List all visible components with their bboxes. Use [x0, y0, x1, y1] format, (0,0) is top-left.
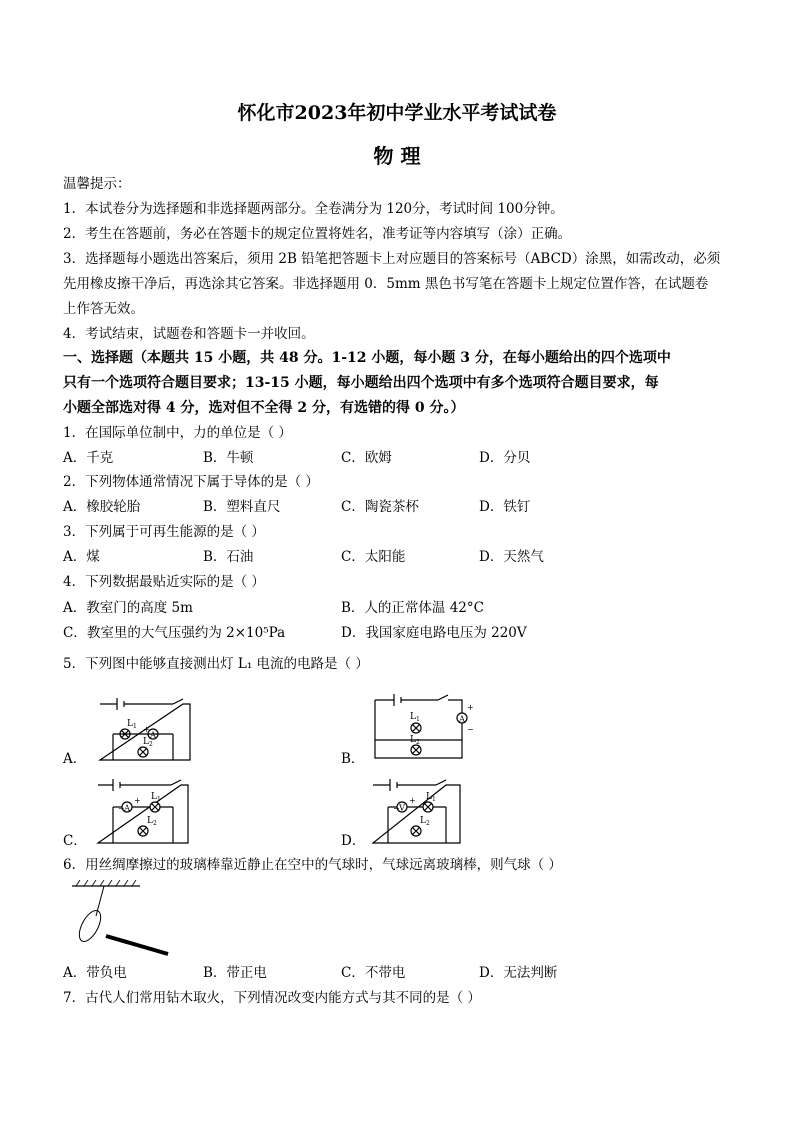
- question-2-option-c: C．陶瓷茶杯: [341, 499, 419, 515]
- voltmeter-symbol: V: [399, 803, 405, 813]
- ammeter-minus: −: [118, 804, 125, 813]
- question-5-option-b: B．: [341, 751, 365, 767]
- lamp-l2-subscript: 2: [425, 820, 430, 827]
- question-5-option-d: D．: [341, 833, 366, 849]
- ammeter-symbol: A: [150, 730, 156, 740]
- lamp-l1-subscript: 1: [132, 723, 137, 730]
- balloon-rod-diagram: [70, 878, 180, 962]
- ammeter-plus: +: [467, 703, 474, 712]
- notice-item-3-end: 上作答无效。: [63, 301, 144, 317]
- question-3-option-a: A．煤: [63, 549, 100, 565]
- lamp-l2-label: $L_2$: [147, 816, 157, 827]
- question-1-option-d: D．分贝: [479, 450, 531, 466]
- question-1-option-a: A．千克: [63, 450, 114, 466]
- notice-heading: 温馨提示：: [63, 176, 131, 192]
- question-4-stem: 4．下列数据最贴近实际的是（ ）: [63, 574, 265, 590]
- ammeter-minus: −: [467, 725, 474, 734]
- lamp-l2-subscript: 2: [148, 741, 153, 748]
- question-3-option-d: D．天然气: [479, 549, 544, 565]
- ammeter-plus: +: [143, 725, 150, 734]
- notice-item-2: 2．考生在答题前，务必在答题卡的规定位置将姓名，准考证等内容填写（涂）正确。: [63, 226, 572, 242]
- question-3-stem: 3．下列属于可再生能源的是（ ）: [63, 524, 265, 540]
- question-1-stem: 1．在国际单位制中，力的单位是（ ）: [63, 425, 292, 441]
- section-scoring: 小题全部选对得 4 分，选对但不全得 2 分，有选错的得 0 分。）: [63, 400, 465, 416]
- notice-item-3: 3．选择题每小题选出答案后，须用 2B 铅笔把答题卡上对应题目的答案标号（ABCD）涂黑，如需改动，必须: [63, 251, 721, 267]
- question-5-option-a: A．: [63, 751, 87, 767]
- lamp-l1-label: $L_1$: [127, 719, 137, 730]
- lamp-l2-label: $L_2$: [420, 816, 430, 827]
- question-6-stem: 6．用丝绸摩擦过的玻璃棒靠近静止在空中的气球时，气球远离玻璃棒，则气球（ ）: [63, 857, 562, 873]
- question-2-option-d: D．铁钉: [479, 499, 531, 515]
- notice-item-3-cont: 先用橡皮擦干净后，再选涂其它答案。非选择题用 0．5mm 黑色书写笔在答题卡上规定位置作答，在试题卷: [63, 276, 709, 292]
- circuit-diagram-a: [95, 692, 195, 768]
- question-1-option-b: B．牛顿: [203, 450, 254, 466]
- question-1-option-c: C．欧姆: [341, 450, 392, 466]
- lamp-l1-subscript: 1: [415, 716, 420, 723]
- lamp-l2-label: $L_2$: [410, 735, 420, 746]
- lamp-l1-subscript: 1: [431, 796, 436, 803]
- question-4-option-a: A．教室门的高度 5m: [63, 600, 193, 616]
- subject-title: 物 理: [373, 144, 421, 168]
- question-3-option-b: B．石油: [203, 549, 254, 565]
- lamp-l2-subscript: 2: [152, 820, 157, 827]
- question-4-option-d: D．我国家庭电路电压为 220V: [341, 625, 527, 641]
- lamp-l1-label: $L_1$: [410, 712, 420, 723]
- question-4-option-c: C．教室里的大气压强约为 2×10⁵Pa: [63, 625, 286, 641]
- ammeter-symbol: A: [459, 714, 465, 724]
- question-6-option-c: C．不带电: [341, 965, 406, 981]
- question-2-option-a: A．橡胶轮胎: [63, 499, 141, 515]
- question-5-option-c: C．: [63, 833, 87, 849]
- question-5-stem: 5．下列图中能够直接测出灯 L₁ 电流的电路是（ ）: [63, 656, 369, 672]
- question-2-stem: 2．下列物体通常情况下属于导体的是（ ）: [63, 474, 319, 490]
- circuit-diagram-b: [370, 690, 475, 770]
- exam-title: 怀化市2023年初中学业水平考试试卷: [237, 102, 557, 124]
- lamp-l1-subscript: 1: [156, 796, 161, 803]
- question-6-option-a: A．带负电: [63, 965, 127, 981]
- question-3-option-c: C．太阳能: [341, 549, 406, 565]
- ammeter-plus: +: [134, 796, 141, 805]
- lamp-l2-subscript: 2: [415, 739, 420, 746]
- question-7-stem: 7．古代人们常用钻木取火，下列情况改变内能方式与其不同的是（ ）: [63, 990, 481, 1006]
- voltmeter-plus: +: [409, 796, 416, 805]
- voltmeter-minus: −: [393, 804, 400, 813]
- notice-item-4: 4．考试结束，试题卷和答题卡一并收回。: [63, 326, 315, 342]
- circuit-diagram-d: [368, 775, 468, 855]
- lamp-l1-label: $L_1$: [426, 792, 436, 803]
- section-instructions: 只有一个选项符合题目要求；13-15 小题，每小题给出四个选项中有多个选项符合题目要求，每: [63, 375, 659, 391]
- section-heading: 一、选择题（本题共 15 小题，共 48 分。1-12 小题，每小题 3 分，在每小题给出的四个选项中: [63, 350, 671, 366]
- question-6-option-b: B．带正电: [203, 965, 267, 981]
- question-6-option-d: D．无法判断: [479, 965, 558, 981]
- ammeter-symbol: A: [124, 803, 130, 813]
- circuit-diagram-c: [93, 775, 193, 855]
- question-2-option-b: B．塑料直尺: [203, 499, 281, 515]
- notice-item-1: 1．本试卷分为选择题和非选择题两部分。全卷满分为 120分，考试时间 100分钟。: [63, 201, 564, 217]
- question-4-option-b: B．人的正常体温 42°C: [341, 600, 484, 616]
- lamp-l2-label: $L_2$: [143, 737, 153, 748]
- lamp-l1-label: $L_1$: [151, 792, 161, 803]
